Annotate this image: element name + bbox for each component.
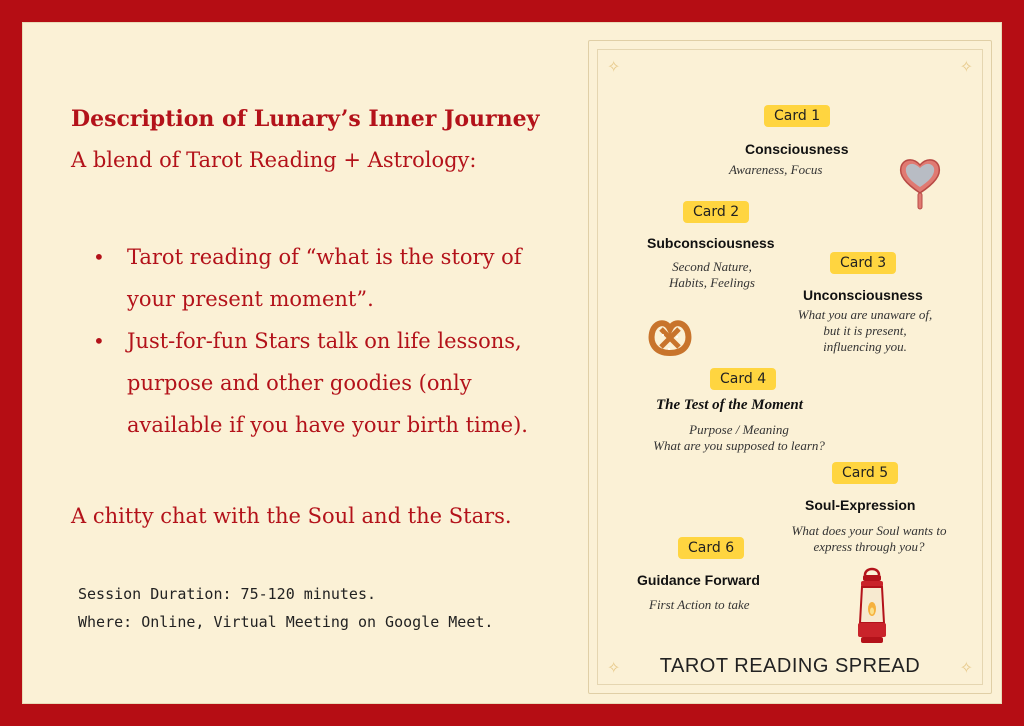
paper-panel bbox=[22, 22, 1002, 704]
pretzel-icon bbox=[647, 313, 693, 357]
spread-title: TAROT READING SPREAD bbox=[659, 655, 921, 677]
card-4-name: The Test of the Moment bbox=[656, 397, 803, 413]
desc-line: What you are unaware of, bbox=[797, 307, 933, 322]
bullet-item bbox=[91, 236, 551, 320]
card-5-badge: Card 5 bbox=[832, 462, 898, 484]
sparkle-icon: ✧ bbox=[959, 658, 973, 677]
heart-mirror-icon bbox=[897, 153, 943, 211]
desc-line: Habits, Feelings bbox=[669, 275, 755, 290]
card-1-desc: Awareness, Focus bbox=[729, 162, 823, 177]
session-info bbox=[78, 580, 493, 636]
sparkle-icon: ✧ bbox=[607, 57, 621, 76]
card-2-badge: Card 2 bbox=[683, 201, 749, 223]
bullet-dot-icon: • bbox=[93, 245, 105, 269]
desc-line: but it is present, bbox=[823, 323, 907, 338]
desc-line: influencing you. bbox=[823, 339, 907, 354]
card-4-badge: Card 4 bbox=[710, 368, 776, 390]
card-6-desc: First Action to take bbox=[649, 597, 750, 612]
closing-line: A chitty chat with the Soul and the Stars. bbox=[71, 504, 512, 528]
card-6-badge: Card 6 bbox=[678, 537, 744, 559]
card-5-name: Soul-Expression bbox=[805, 497, 916, 513]
bullet-text: Just-for-fun Stars talk on life lessons, purpose and other goodies (only available if you have your birth time). bbox=[127, 329, 528, 437]
bullet-text: Tarot reading of “what is the story of your present moment”. bbox=[127, 245, 522, 311]
card-3-badge: Card 3 bbox=[830, 252, 896, 274]
desc-line: express through you? bbox=[813, 539, 925, 554]
card-1-name: Consciousness bbox=[745, 141, 849, 157]
tarot-spread-card bbox=[588, 40, 992, 694]
card-3-name: Unconsciousness bbox=[803, 287, 923, 303]
session-location: Where: Online, Virtual Meeting on Google Meet. bbox=[78, 613, 494, 631]
card-1-badge: Card 1 bbox=[764, 105, 830, 127]
card-5-desc bbox=[769, 523, 969, 555]
desc-line: Second Nature, bbox=[672, 259, 752, 274]
card-4-desc bbox=[629, 422, 849, 454]
sparkle-icon: ✧ bbox=[607, 658, 621, 677]
card-2-name: Subconsciousness bbox=[647, 235, 775, 251]
card-2-desc bbox=[647, 259, 777, 291]
bullet-item bbox=[91, 320, 551, 446]
card-3-desc bbox=[765, 307, 965, 355]
desc-line: What are you supposed to learn? bbox=[653, 438, 825, 453]
desc-line: What does your Soul wants to bbox=[791, 523, 947, 538]
page-subtitle: A blend of Tarot Reading + Astrology: bbox=[71, 148, 477, 172]
card-6-name: Guidance Forward bbox=[637, 572, 760, 588]
desc-line: Purpose / Meaning bbox=[689, 422, 789, 437]
bullet-dot-icon: • bbox=[93, 329, 105, 353]
bullet-list bbox=[91, 236, 551, 446]
sparkle-icon: ✧ bbox=[959, 57, 973, 76]
lantern-icon bbox=[855, 565, 889, 647]
page-title: Description of Lunary’s Inner Journey bbox=[71, 106, 540, 132]
session-duration: Session Duration: 75-120 minutes. bbox=[78, 585, 377, 603]
